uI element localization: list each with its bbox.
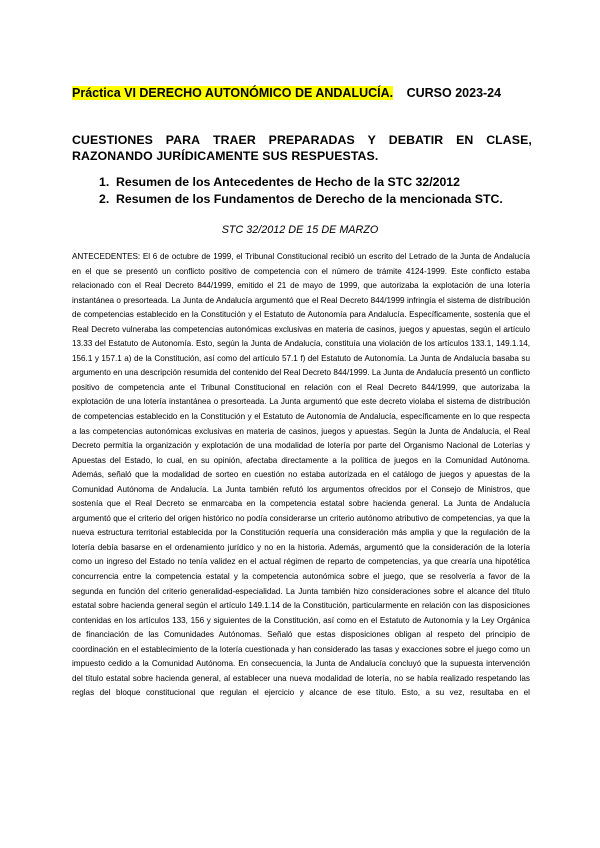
heading-word: EN: [456, 133, 474, 147]
heading-word: Y: [367, 133, 376, 147]
list-item: [99, 191, 503, 208]
heading-word: CUESTIONES: [72, 133, 153, 147]
document-header: [72, 86, 501, 100]
heading-word: PARA: [165, 133, 201, 147]
heading-word: PREPARADAS: [268, 133, 355, 147]
list-text: Resumen de los Antecedentes de Hecho de la STC 32/2012: [116, 175, 460, 189]
heading-word: CLASE,: [486, 133, 532, 147]
list-number: 2.: [99, 192, 110, 206]
list-item: [99, 174, 503, 191]
practice-title: Práctica VI DERECHO AUTONÓMICO DE ANDALUCÍA.: [72, 86, 394, 100]
background-paragraph: ANTECEDENTES: El 6 de octubre de 1999, el Tribunal Constitucional recibió un escrito del Letrado de la Junta de Andalucía en el que se presentó un conflicto positivo de competencia con el número de trámite 4124-1999. Este conflicto estaba relacionado con el Real Decreto 844/1999, emitido el 21 de mayo de 1999, que autorizaba la explotación de una lotería instantánea o presorteada. La Junta de Andalucía argumentó que el Real Decreto 844/1999 infringía el sistema de distribución de competencias establecido en la Constitución y el Estatuto de Autonomía para Andalucía. Específicamente, sostenía que el Real Decreto vulneraba las competencias autonómicas exclusivas en materia de casinos, juegos y apuestas, según el artículo 13.33 del Estatuto de Autonomía. Esto, según la Junta de Andalucía, constituía una violación de los artículos 133.1, 149.1.14, 156.1 y 157.1 a) de la Constitución, así como del artículo 57.1 f) del Estatuto de Autonomía. La Junta de Andalucía basaba su argumento en una descripción resumida del contenido del Real Decreto 844/1999. La Junta de Andalucía presentó un conflicto positivo de competencia ante el Tribunal Constitucional en relación con el Real Decreto 844/1999, que autorizaba la explotación de una lotería instantánea o presorteada. La Junta argumentó que este decreto violaba el sistema de distribución de competencias establecido en la Constitución y el Estatuto de Autonomía de Andalucía, específicamente en lo que respecta a las competencias autonómicas exclusivas en materia de casinos, juegos y apuestas. Según la Junta de Andalucía, el Real Decreto permitía la organización y explotación de una modalidad de lotería por parte del Organismo Nacional de Loterías y Apuestas del Estado, lo cual, en su opinión, afectaba directamente a la política de juegos en la Comunidad Autónoma. Además, señaló que la modalidad de sorteo en cuestión no estaba autorizada en el catálogo de juegos y apuestas de la Comunidad Autónoma de Andalucía. La Junta también refutó los argumentos ofrecidos por el Consejo de Ministros, que sostenía que el Real Decreto se enmarcaba en la competencia estatal sobre hacienda general. La Junta de Andalucía argumentó que el criterio del origen histórico no podía considerarse un criterio autónomo atributivo de competencias, ya que la nueva estructura territorial establecida por la Constitución requería una consideración más amplia y que la regulación de la lotería debía basarse en el ordenamiento jurídico y no en la historia. Además, argumentó que la consideración de la lotería como un ingreso del Estado no tenía validez en el actual régimen de reparto de competencias, ya que crearía una hipotética concurrencia entre la competencia estatal y la competencia autonómica sobre el juego, que se resolvería a favor de la segunda en función del criterio generalidad-especialidad. La Junta también hizo consideraciones sobre el alcance del título estatal sobre hacienda general según el artículo 149.1.14 de la Constitución, particularmente en relación con las disposiciones contenidas en los artículos 133, 156 y siguientes de la Constitución, así como en el Estatuto de Autonomía y la Ley Orgánica de financiación de las Comunidades Autónomas. Señaló que estas disposiciones obligan al respeto del principio de coordinación en el establecimiento de la lotería cuestionada y han considerado las tasas y exacciones sobre el juego como un impuesto cedido a la Comunidad Autónoma. En consecuencia, la Junta de Andalucía concluyó que la supuesta intervención del título estatal sobre hacienda general, al establecer una nueva modalidad de lotería, no se había realizado respetando las reglas del bloque constitucional que regulan el ejercicio y alcance de ese título. Esto, a su vez, resultaba en el: [72, 252, 530, 698]
list-number: 1.: [99, 175, 110, 189]
heading-word: DEBATIR: [388, 133, 444, 147]
judgment-title: STC 32/2012 DE 15 DE MARZO: [221, 224, 379, 236]
questions-heading: [72, 132, 532, 164]
questions-heading-line2: RAZONANDO JURÍDICAMENTE SUS RESPUESTAS.: [72, 149, 379, 163]
heading-word: TRAER: [212, 133, 256, 147]
questions-heading-line1: [72, 132, 532, 148]
list-text: Resumen de los Fundamentos de Derecho de la mencionada STC.: [116, 192, 503, 206]
question-list: [99, 174, 503, 208]
course-label: CURSO 2023-24: [406, 86, 502, 100]
